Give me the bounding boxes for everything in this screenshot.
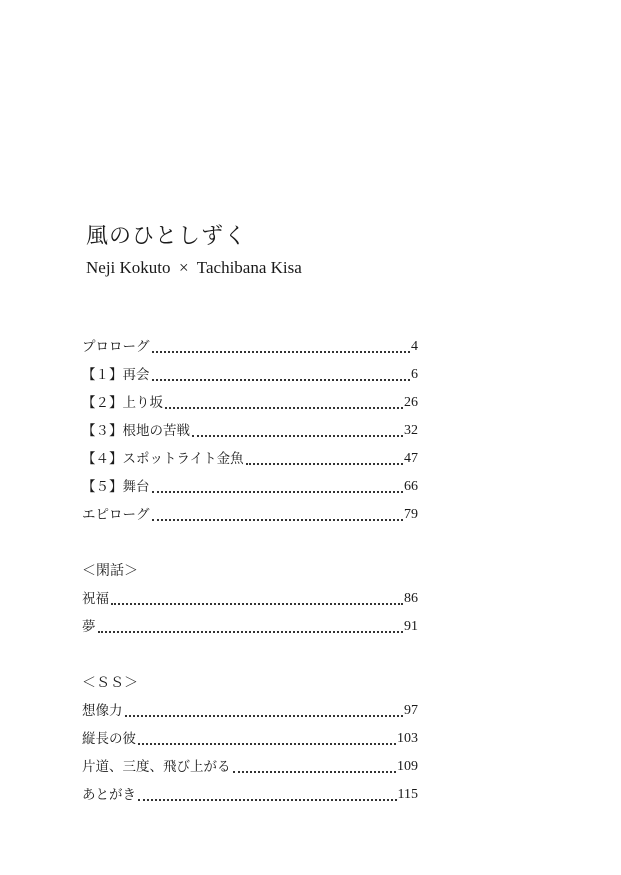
toc-entry-page: 4 [411,339,418,354]
toc-entry-page: 47 [404,451,418,466]
toc-entry-side-1[interactable] [82,589,418,609]
toc-entry-ss-3[interactable] [82,757,418,777]
toc-entry-afterword[interactable] [82,785,418,805]
toc-entry-page: 26 [404,395,418,410]
toc-entry-page: 115 [397,787,418,802]
toc-entry-label: 祝福 [82,591,109,607]
toc-dot-leader [152,519,404,521]
toc-dot-leader [111,603,403,605]
side-story-heading: ＜閑話＞ [82,563,138,579]
toc-dot-leader [152,351,411,353]
toc-entry-ss-1[interactable] [82,701,418,721]
toc-entry-page: 66 [404,479,418,494]
toc-entry-chapter-1[interactable] [82,365,418,385]
toc-entry-epilogue[interactable] [82,505,418,525]
toc-entry-chapter-3[interactable] [82,421,418,441]
toc-dot-leader [165,407,403,409]
toc-entry-chapter-4[interactable] [82,449,418,469]
toc-entry-label: エピローグ [82,507,150,523]
toc-entry-label: 片道、三度、飛び上がる [82,759,231,775]
book-authors: Neji Kokuto × Tachibana Kisa [86,258,302,277]
toc-dot-leader [246,463,403,465]
toc-entry-page: 86 [404,591,418,606]
toc-entry-label: 夢 [82,619,96,635]
toc-entry-ss-2[interactable] [82,729,418,749]
toc-entry-page: 109 [397,759,418,774]
toc-dot-leader [138,743,396,745]
toc-entry-chapter-5[interactable] [82,477,418,497]
toc-dot-leader [152,491,404,493]
toc-entry-page: 32 [404,423,418,438]
toc-dot-leader [152,379,411,381]
toc-dot-leader [192,435,403,437]
toc-dot-leader [138,799,397,801]
toc-entry-prologue[interactable] [82,337,418,357]
toc-entry-page: 91 [404,619,418,634]
toc-entry-label: 【３】根地の苦戦 [82,423,190,439]
toc-entry-page: 103 [397,731,418,746]
toc-entry-label: あとがき [82,787,136,803]
toc-dot-leader [98,631,404,633]
toc-entry-side-2[interactable] [82,617,418,637]
ss-heading: ＜ＳＳ＞ [82,675,138,691]
toc-entry-page: 79 [404,507,418,522]
toc-entry-label: プロローグ [82,339,150,355]
book-title: 風のひとしずく [86,224,248,249]
toc-entry-label: 【４】スポットライト金魚 [82,451,244,467]
toc-entry-label: 【５】舞台 [82,479,150,495]
toc-entry-page: 97 [404,703,418,718]
toc-entry-label: 【１】再会 [82,367,150,383]
toc-entry-label: 想像力 [82,703,123,719]
toc-dot-leader [233,771,397,773]
toc-entry-label: 【２】上り坂 [82,395,163,411]
toc-entry-chapter-2[interactable] [82,393,418,413]
toc-entry-label: 縦長の彼 [82,731,136,747]
toc-dot-leader [125,715,404,717]
toc-entry-page: 6 [411,367,418,382]
